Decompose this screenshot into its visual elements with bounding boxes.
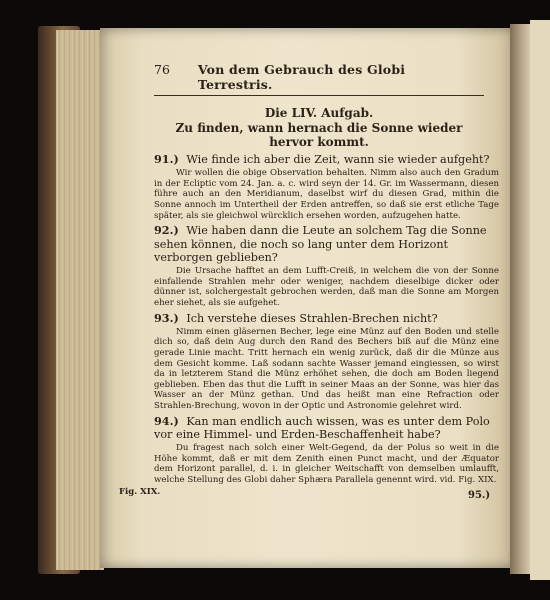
question-text: Wie finde ich aber die Zeit, wann sie wieder aufgeht?: [186, 153, 490, 166]
facing-page-edge: [530, 20, 550, 580]
catchword: 95.): [468, 490, 491, 501]
page-header: [154, 62, 484, 96]
page-stack-edge: [56, 30, 104, 570]
running-title: Von dem Gebrauch des Globi Terrestris.: [197, 62, 406, 92]
chapter-title: Die LIV. Aufgab.: [264, 106, 374, 120]
question: [154, 415, 510, 442]
question: [154, 153, 510, 166]
page-content: [154, 62, 510, 489]
question-number: 93.): [154, 310, 179, 325]
margin-figure-note: Fig. XIX.: [119, 487, 161, 497]
answer-text: Du fragest nach solch einer Welt-Gegend, da der Polus so weit in die Höhe kommt, daß er mit dem Zenith einen Punct macht, und der Æquator dem Horizont parallel, d. i. in gleicher Weitschafft von demselben umlaufft, welche Stellung des Globi daher Sphæra Parallela genennt wird. vid. Fig. XIX.: [154, 443, 499, 485]
answer-text: Nimm einen gläsernen Becher, lege eine Münz auf den Boden und stelle dich so, daß dein Aug durch den Rand des Bechers biß auf die Münz eine gerade Linie macht. Tritt hernach ein wenig zurück, daß dir die Münze aus dem Gesicht komme. Laß sodann sachte Wasser jemand eingiessen, so wirst da in letzterem Stand die Münz erhöhet sehen, die doch am Boden liegend geblieben. Eben das thut die Lufft in seiner Maas an der Sonne, was hier das Wasser an der Münz gethan. Und das heißt man eine Refraction oder Strahlen-Brechung, wovon in der Optic und Astronomie gelehret wird.: [154, 326, 499, 411]
question-number: 94.): [154, 413, 179, 428]
question: [154, 312, 510, 325]
question-text: Wie haben dann die Leute an solchem Tag die Sonne sehen können, die noch so lang unter dem Horizont verborgen geblieben?: [154, 224, 487, 264]
qa-item: [154, 312, 510, 412]
answer-text: Wir wollen die obige Observation behalten. Nimm also auch den Gradum in der Ecliptic vom 24. Jan. a. c. wird seyn der 14. Gr. im Wassermann, diesen führe auch an den Meridianum, daselbst wirf du diesen Grad, mithin die Sonne annoch im Untertheil der Erden antreffen, so daß sie erst etliche Tage später, als sie gleichwol würcklich ersehen worden, aufzugehen hatte.: [154, 168, 499, 221]
question-text: Ich verstehe dieses Strahlen-Brechen nicht?: [186, 311, 438, 325]
question-number: 91.): [154, 152, 179, 166]
answer-text: Die Ursache hafftet an dem Lufft-Creiß, in welchem die von der Sonne einfallende Strahlen mehr oder weniger, nachdem dieselbige dicker oder dünner ist, solchergestalt gebrochen werden, daß man die Sonne am Morgen eher siehet, als sie aufgehet.: [154, 266, 499, 308]
qa-item: [154, 224, 510, 308]
qa-item: [154, 415, 510, 486]
question: [154, 224, 510, 264]
chapter-subtitle: Zu finden, wann hernach die Sonne wieder hervor kommt.: [175, 121, 463, 149]
question-number: 92.): [154, 223, 179, 238]
question-text: Kan man endlich auch wissen, was es unter dem Polo vor eine Himmel- und Erden-Beschaffenheit habe?: [154, 414, 490, 441]
page-number: 76: [154, 62, 170, 77]
qa-item: [154, 153, 510, 221]
